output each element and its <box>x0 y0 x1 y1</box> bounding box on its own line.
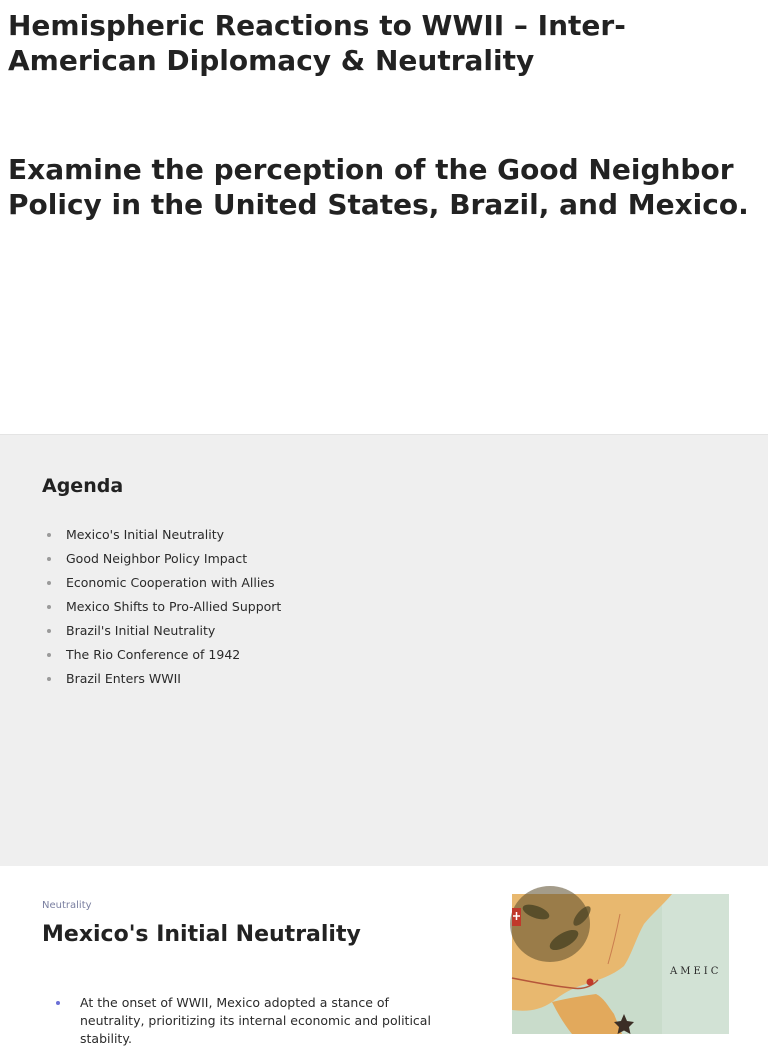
agenda-item <box>42 523 281 547</box>
map-pin-icon <box>587 979 594 986</box>
agenda-item-label: Brazil Enters WWII <box>66 671 181 686</box>
agenda-item-label: Economic Cooperation with Allies <box>66 575 275 590</box>
presentation-title: Hemispheric Reactions to WWII – Inter-American Diplomacy & Neutrality <box>8 9 626 77</box>
map-label: AMEIC <box>670 966 722 977</box>
agenda-item <box>42 619 281 643</box>
agenda-item <box>42 643 281 667</box>
agenda-item <box>42 667 281 691</box>
agenda-item <box>42 547 281 571</box>
title-section <box>0 0 768 434</box>
slide-title: Mexico's Initial Neutrality <box>42 922 361 947</box>
map-image <box>512 894 729 1034</box>
map-sea-light <box>662 894 729 1034</box>
bullet-icon <box>47 605 51 609</box>
bullet-icon <box>47 581 51 585</box>
agenda-title: Agenda <box>42 475 124 497</box>
bullet-icon <box>47 629 51 633</box>
slide-section <box>0 866 768 1046</box>
slide-bullet-text: At the onset of WWII, Mexico adopted a stance of neutrality, prioritizing its internal economic and political stability. <box>80 995 431 1046</box>
agenda-item-label: Mexico Shifts to Pro-Allied Support <box>66 599 282 614</box>
slide-tag: Neutrality <box>42 900 92 911</box>
bullet-icon <box>47 557 51 561</box>
presentation-subtitle: Examine the perception of the Good Neighbor Policy in the United States, Brazil, and Mexico. <box>8 153 749 221</box>
agenda-item-label: The Rio Conference of 1942 <box>66 647 241 662</box>
bullet-icon <box>56 1001 60 1005</box>
agenda-item-label: Mexico's Initial Neutrality <box>66 527 225 542</box>
slide-bullet-list <box>56 994 456 1048</box>
agenda-item-label: Brazil's Initial Neutrality <box>66 623 216 638</box>
map-illustration <box>512 894 729 1034</box>
slide-bullet <box>56 994 456 1048</box>
agenda-item-label: Good Neighbor Policy Impact <box>66 551 248 566</box>
agenda-item <box>42 571 281 595</box>
bullet-icon <box>47 677 51 681</box>
agenda-section <box>0 434 768 867</box>
agenda-item <box>42 595 281 619</box>
bullet-icon <box>47 653 51 657</box>
agenda-list <box>42 523 281 691</box>
bullet-icon <box>47 533 51 537</box>
